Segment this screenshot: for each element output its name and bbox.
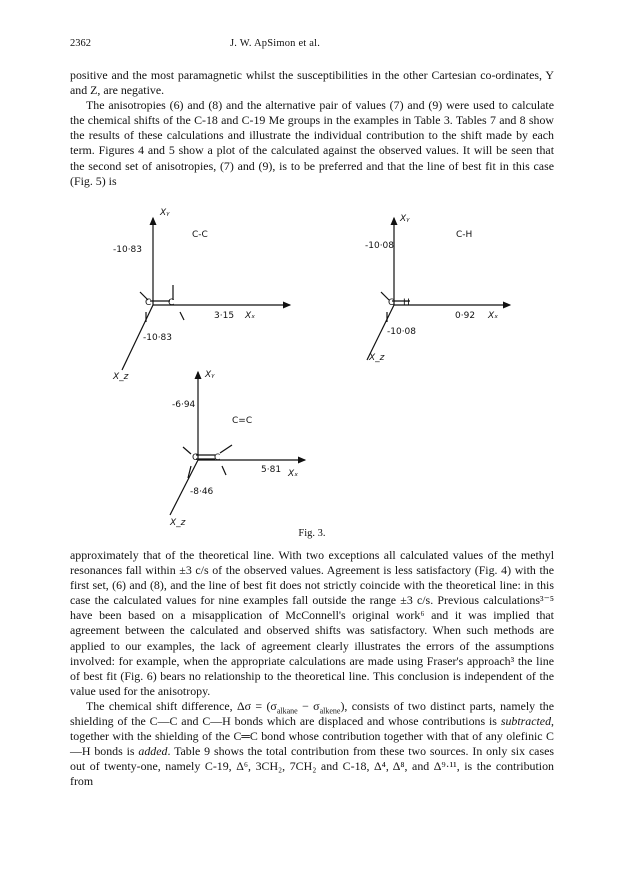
cc-atom-1: C	[145, 298, 152, 308]
ch-z-value: -10·08	[387, 327, 417, 337]
subscript: alkane	[276, 706, 298, 716]
text-run: ), consists of two distinct parts, namely the shielding of the C—C and C—H bonds which are displaced and whose contributions is	[70, 698, 554, 729]
emphasis: subtracted	[500, 714, 552, 729]
page-number: 2362	[70, 38, 91, 49]
subscript: alkene	[319, 706, 341, 716]
ccd-x-value: 5·81	[261, 465, 282, 475]
paragraph: approximately that of the theoretical line. With two exceptions all calculated values of the methyl resonances fall within ±3 c/s of the observed values. Agreement is less satisfactory (Fig. 4) with the first set, (6) and (8), and the line of best fit does not strictly coincide with the theoretical line: in this case the calculated values for nine examples fall outside the range ±3 c/s. Previous calculations³⁻⁵ have been based on a misapplication of McConnell's original work⁶ and it was implied that agreement between the calculated and observed shifts was satisfactory. When such methods are applied to our examples, the lack of agreement clearly illustrates the errors of the assumptions involved: for example, when the appropriate calculations are made using Fraser's approach³ the line of best fit (Fig. 6) bears no relationship to the theoretical line. This conclusion is independent of the value used for the anisotropy.	[70, 548, 554, 698]
ccd-title: C=C	[232, 416, 253, 426]
text-run: , together with the shielding of the C═C bond whose contribution together with that of any olefinic C—H bonds is	[70, 714, 554, 759]
ch-z-label: X_z	[369, 353, 385, 363]
cc-z-value: -10·83	[143, 333, 173, 343]
cc-x-label: Xₓ	[245, 311, 256, 321]
text-run: The chemical shift difference, Δσ = (σ	[86, 698, 277, 713]
ch-x-value: 0·92	[455, 311, 476, 321]
cc-z-label: X_z	[113, 372, 129, 382]
paragraph	[70, 699, 554, 790]
cc-y-label: Xᵧ	[160, 208, 170, 218]
ch-diagram	[367, 218, 510, 360]
text-run: . Table 9 shows the total contribution from these two sources. In only six cases out of twenty-one, namely C-19, Δ⁶, 3CH₂, 7CH₂ and C-18, Δ⁴, Δ⁸, and Δ⁹·¹¹, is the contribution from	[70, 744, 554, 789]
figure-caption: Fig. 3.	[298, 528, 326, 539]
ccd-z-value: -8·46	[190, 487, 214, 497]
ch-atom-2: H	[403, 298, 410, 308]
paragraph: The anisotropies (6) and (8) and the alternative pair of values (7) and (9) were used to calculate the chemical shifts of the C-18 and C-19 Me groups in the examples in Table 3. Tables 7 and 8 show the results of these calculations and illustrate the individual contribution to the shift made by each term. Figures 4 and 5 show a plot of the calculated against the observed values. It will be seen that the second set of anisotropies, (7) and (9), is to be preferred and that the line of best fit in this case (Fig. 5) is	[70, 98, 554, 188]
ccd-atom-1: C	[192, 453, 199, 463]
ccd-x-label: Xₓ	[288, 469, 299, 479]
ccd-sub-bond	[220, 445, 232, 453]
cc-diagram	[122, 218, 290, 370]
ccd-sub-bond	[183, 447, 191, 454]
text-run: − σ	[297, 698, 320, 713]
ccd-y-label: Xᵧ	[205, 370, 215, 380]
cc-title: C-C	[192, 230, 208, 240]
ccd-z-label: X_z	[170, 518, 186, 528]
running-title: J. W. ApSimon et al.	[230, 38, 321, 49]
body-text-bottom	[70, 548, 554, 790]
ch-atom-1: C	[388, 298, 395, 308]
cc-sub-bond	[180, 312, 184, 320]
ccd-y-value: -6·94	[172, 400, 196, 410]
ch-x-label: Xₓ	[488, 311, 499, 321]
emphasis: added	[138, 744, 168, 759]
ch-y-label: Xᵧ	[400, 214, 410, 224]
ccd-atom-2: C	[214, 453, 221, 463]
paragraph: positive and the most paramagnetic whilst the susceptibilities in the other Cartesian co-ordinates, Y and Z, are negative.	[70, 68, 554, 98]
cc-x-value: 3·15	[214, 311, 235, 321]
ccd-sub-bond	[222, 466, 226, 475]
cc-y-value: -10·83	[113, 245, 143, 255]
ch-title: C-H	[456, 230, 473, 240]
ch-y-value: -10·08	[365, 241, 395, 251]
cc-atom-2: C	[168, 298, 175, 308]
